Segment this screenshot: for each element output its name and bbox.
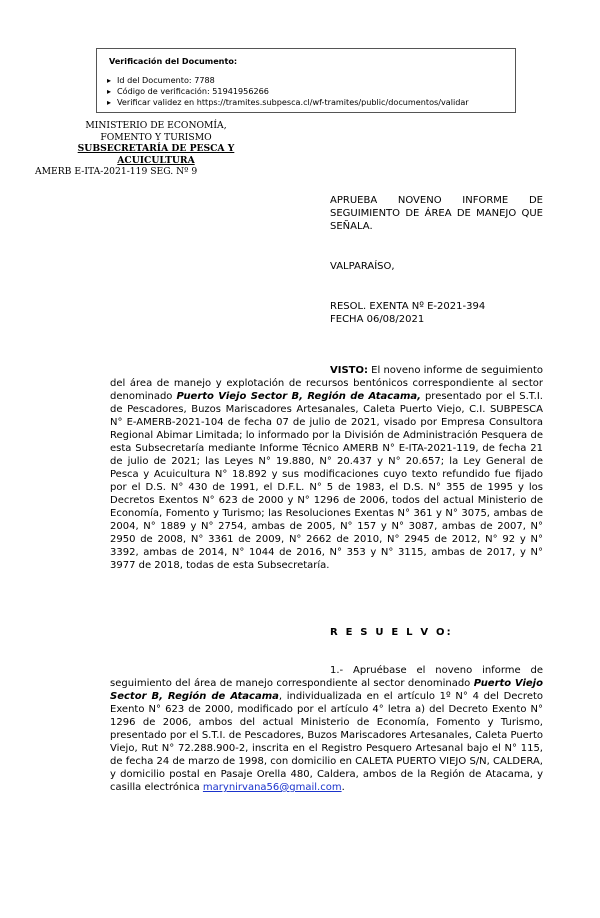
visto-area-name: Puerto Viejo Sector B, Región de Atacama, [176, 391, 421, 402]
visto-text-2: presentado por el S.T.I. de Pescadores, Buzos Mariscadores Artesanales, Caleta Puerto Viejo, C.I. SUBPESCA N° E-AMERB-2021-104 de fecha 07 de julio de 2021, visado por Empresa Consultora Regional Abimar Limitada; lo informado por la División de Administración Pesquera de esta Subsecretaría mediante Informe Técnico AMERB N° E-ITA-2021-119, de fecha 21 de julio de 2021; las Leyes N° 19.880, N° 20.437 y N° 20.657; la Ley General de Pesca y Acuicultura N° 18.892 y sus modificaciones cuyo texto refundido fue fijado por el D.S. N° 430 de 1991, el D.F.L. N° 5 de 1983, el D.S. N° 355 de 1995 y los Decretos Exentos N° 623 de 2000 y N° 1296 de 2006, todos del actual Ministerio de Economía, Fomento y Turismo; las Resoluciones Exentas N° 361 y N° 3075, ambas de 2004, N° 1889 y N° 2754, ambas de 2005, N° 157 y N° 3087, ambas de 2007, N° 2950 de 2008, N° 3361 de 2009, N° 2662 de 2010, N° 2945 de 2012, N° 92 y N° 3392, ambas de 2014, N° 1044 de 2016, N° 353 y N° 3115, ambas de 2017, y N° 3977 de 2018, todas de esta Subsecretaría. [110, 391, 543, 571]
ministry-header [35, 120, 256, 178]
reference-number: AMERB E-ITA-2021-119 SEG. Nº 9 [35, 166, 198, 177]
city: VALPARAÍSO, [330, 261, 395, 272]
visto-paragraph [110, 364, 543, 572]
article-1-text-1: 1.- Apruébase el noveno informe de seguimiento del área de manejo correspondiente al sector denominado [110, 665, 543, 689]
verification-list [107, 75, 469, 108]
visto-label: VISTO: [330, 365, 368, 376]
visto-text-1: El noveno informe de seguimiento del área de manejo y explotación de recursos bentónicos correspondiente al sector denominado [110, 365, 543, 402]
subsecretaria-line-1: SUBSECRETARÍA DE PESCA Y [77, 143, 235, 154]
resuelvo-heading: R E S U E L V O: [330, 627, 453, 638]
resolution-number: RESOL. EXENTA Nº E-2021-394 [330, 301, 486, 312]
resolution-info [330, 300, 485, 326]
document-heading: APRUEBA NOVENO INFORME DE SEGUIMIENTO DE ÁREA DE MANEJO QUE SEÑALA. [330, 195, 543, 232]
article-1-paragraph [110, 664, 543, 794]
resolution-date: FECHA 06/08/2021 [330, 314, 425, 325]
ministry-line-1: MINISTERIO DE ECONOMÍA, [85, 120, 227, 131]
verification-id: ▸ Id del Documento: 7788 [107, 75, 469, 86]
verification-title: Verificación del Documento: [109, 56, 238, 66]
subsecretaria-line-2: ACUICULTURA [117, 154, 195, 166]
email-link[interactable]: marynirvana56@gmail.com [202, 782, 342, 793]
verification-code: ▸ Código de verificación: 51941956266 [107, 86, 469, 97]
verification-url[interactable]: ▸ Verificar validez en https://tramites.subpesca.cl/wf-tramites/public/documentos/validar [107, 97, 469, 108]
ministry-line-2: FOMENTO Y TURISMO [100, 131, 212, 143]
verification-box [96, 48, 516, 113]
article-1-text-2: , individualizada en el artículo 1º N° 4 del Decreto Exento N° 623 de 2000, modificado por el artículo 4° letra a) del Decreto Exento N° 1296 de 2006, ambos del actual Ministerio de Economía, Fomento y Turismo, presentado por el S.T.I. de Pescadores, Buzos Mariscadores Artesanales, Caleta Puerto Viejo, Rut N° 72.288.900-2, inscrita en el Registro Pesquero Artesanal bajo el N° 115, de fecha 24 de marzo de 1998, con domicilio en CALETA PUERTO VIEJO S/N, CALDERA, y domicilio postal en Pasaje Orella 480, Caldera, ambos de la Región de Atacama, y casilla electrónica [110, 691, 544, 793]
article-1-text-3: . [341, 782, 345, 793]
article-1-area-name: Puerto Viejo Sector B, Región de Atacama [110, 678, 543, 702]
